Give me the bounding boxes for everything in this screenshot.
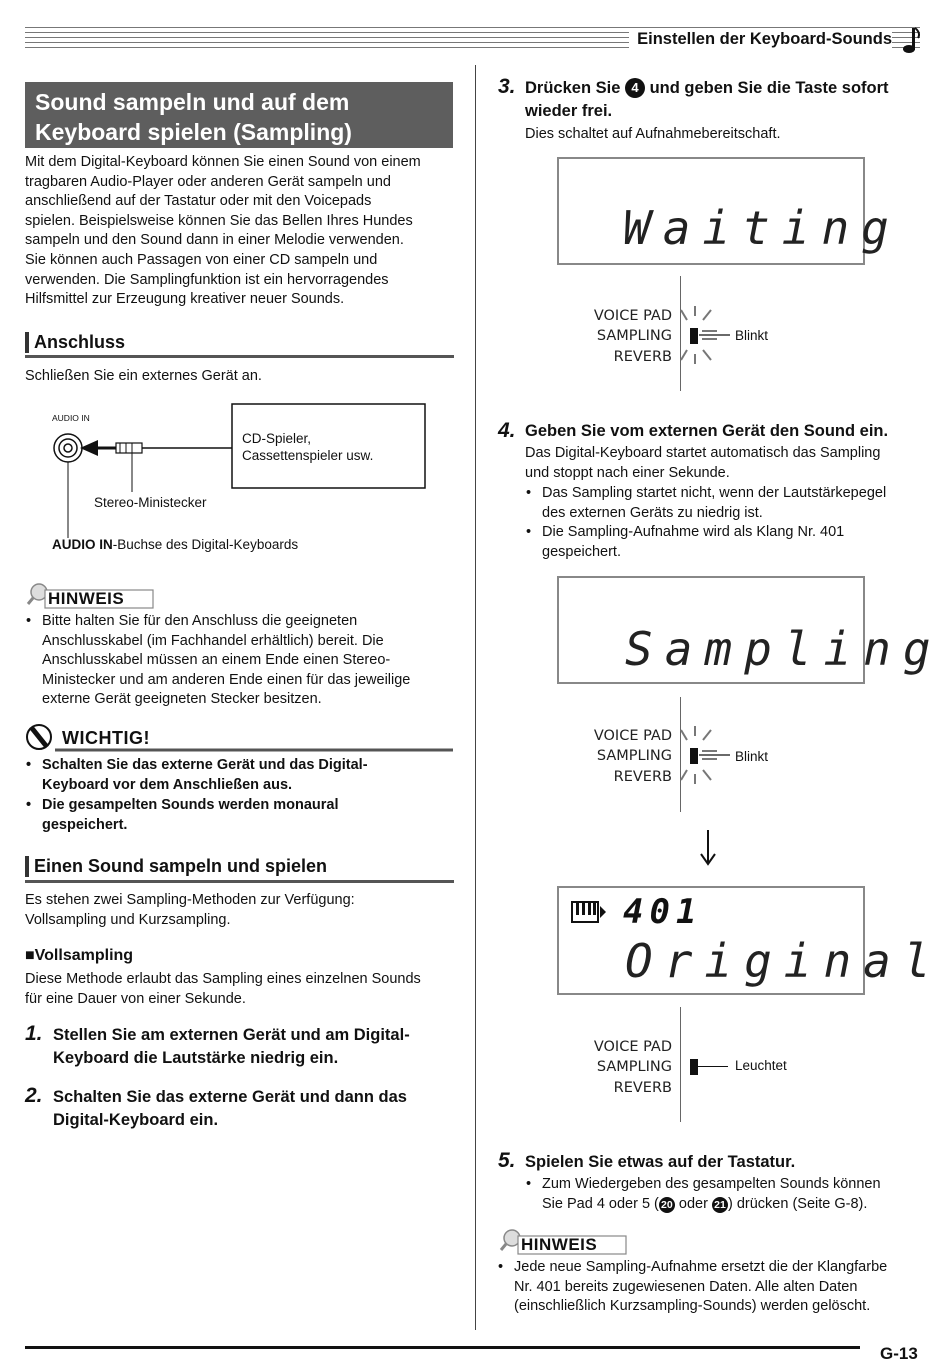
- bullet-line: Zum Wiedergeben des gesampelten Sounds können: [542, 1176, 881, 1192]
- anschluss-heading: Anschluss: [25, 332, 125, 353]
- jack-caption: [52, 537, 298, 552]
- intro-line: Sie können auch Passagen von einer CD sampeln und: [25, 251, 378, 268]
- text-line: und stoppt nach einer Sekunde.: [525, 464, 730, 481]
- bullet-line: Bitte halten Sie für den Anschluss die geeigneten: [42, 613, 358, 629]
- footer-rule: [25, 1346, 860, 1349]
- step-2-number: 2.: [25, 1084, 43, 1107]
- device-label: [242, 430, 373, 464]
- lcd-display-original: [557, 886, 943, 995]
- bullet-line: des externen Geräts zu niedrig ist.: [542, 504, 763, 521]
- leuchtet-label: Leuchtet: [735, 1058, 787, 1073]
- key-21-icon: 21: [712, 1197, 728, 1213]
- panel-line: [680, 1007, 681, 1122]
- device-label-line: CD-Spieler,: [242, 431, 312, 446]
- step-4-text: Geben Sie vom externen Gerät den Sound ein.: [525, 422, 889, 440]
- hinweis-label: HINWEIS: [521, 1235, 598, 1254]
- step-line: Schalten Sie das externe Gerät und dann das: [53, 1088, 407, 1106]
- hinweis-bullet: • Bitte halten Sie für den Anschluss die geeigneten Anschlusskabel (im Fachhandel erhältlich) bereit. Die Anschlusskabel müssen an einem Ende einen Stereo- Ministecker und am anderen Ende einen für das jeweilige externe Gerät geeigneten Stecker besitzen.: [42, 612, 462, 710]
- reverb-label: REVERB: [613, 1080, 672, 1096]
- section-banner: [25, 82, 453, 148]
- bullet-part: oder: [678, 1195, 708, 1212]
- blinkt-label: Blinkt: [735, 749, 769, 764]
- step-1-text: [53, 1024, 410, 1070]
- step-3-text: [525, 77, 925, 123]
- voice-pad-label: VOICE PAD: [593, 1039, 672, 1055]
- bullet-line: Die gesampelten Sounds werden monaural: [42, 797, 339, 813]
- bullet-line: Das Sampling startet nicht, wenn der Lautstärkepegel: [542, 485, 887, 501]
- wichtig-bullet-1: • Schalten Sie das externe Gerät und das Digital- Keyboard vor dem Anschließen aus.: [42, 756, 462, 795]
- vollsampling-heading: [25, 947, 133, 965]
- arrow-down-icon: [698, 828, 718, 868]
- bullet-line: (einschließlich Kurzsampling-Sounds) werden gelöscht.: [514, 1298, 871, 1315]
- step-4-bullet-2: • Die Sampling-Aufnahme wird als Klang Nr. 401 gespeichert.: [542, 523, 922, 562]
- voice-pad-label: VOICE PAD: [593, 308, 672, 324]
- bullet-part: ) drücken (Seite G-8).: [727, 1195, 868, 1212]
- step-3-part: und geben Sie die Taste sofort: [649, 79, 889, 97]
- bullet-line: gespeichert.: [542, 543, 621, 560]
- vollsampling-title: Vollsampling: [34, 947, 134, 964]
- bullet-line: Nr. 401 bereits zugewiesenen Daten. Alle alten Daten: [514, 1278, 858, 1295]
- reverb-label: REVERB: [613, 769, 672, 785]
- square-bullet-icon: ■: [25, 947, 35, 964]
- text-line: Es stehen zwei Sampling-Methoden zur Verfügung:: [25, 892, 355, 908]
- device-label-line: Cassettenspieler usw.: [242, 448, 374, 463]
- reverb-label: REVERB: [613, 349, 672, 365]
- bullet-line: gespeichert.: [42, 816, 128, 833]
- lcd-text: Waiting: [623, 201, 901, 255]
- lcd-text: Sampling: [625, 622, 943, 676]
- intro-line: tragbaren Audio-Player oder anderen Gerät sampeln und: [25, 173, 391, 190]
- bullet-line: Die Sampling-Aufnahme wird als Klang Nr. 401: [542, 524, 845, 540]
- heading-rule: [25, 355, 454, 358]
- step-line: Keyboard die Lautstärke niedrig ein.: [53, 1049, 339, 1067]
- music-note-icon: [898, 26, 920, 54]
- lcd-display-waiting: [557, 157, 901, 265]
- step-4-description: [525, 444, 880, 483]
- keyboard-icon: [571, 900, 607, 924]
- step-1-number: 1.: [25, 1022, 43, 1045]
- bullet-part: Sie Pad 4 oder 5 (: [542, 1195, 659, 1212]
- intro-line: Hilfsmittel zur Erzeugung kreativer neuer Sounds.: [25, 291, 345, 308]
- sampling-label: SAMPLING: [596, 748, 672, 764]
- lcd-tone-number: 401: [623, 892, 703, 932]
- step-3-part: wieder frei.: [525, 102, 613, 120]
- jack-caption-bold: AUDIO IN: [52, 537, 113, 552]
- bullet-line: Keyboard vor dem Anschließen aus.: [42, 776, 293, 793]
- page-number: G-13: [880, 1344, 918, 1363]
- step-3-number: 3.: [498, 75, 516, 98]
- bullet-line: Ministecker und am anderen Ende einen für das jeweilige: [42, 671, 411, 688]
- text-line: Das Digital-Keyboard startet automatisch das Sampling: [525, 445, 881, 461]
- bullet-line: externe Gerät geeigneten Stecker besitzen.: [42, 691, 322, 708]
- column-divider: [475, 65, 476, 1330]
- blink-rays-icon: [675, 720, 735, 790]
- intro-paragraph: [25, 153, 465, 310]
- section-title-line1: Sound sampeln und auf dem: [35, 89, 350, 115]
- blink-rays-icon: [675, 300, 735, 370]
- leader-line: [698, 1066, 728, 1067]
- lcd-text: Original: [625, 934, 943, 988]
- step-5-number: 5.: [498, 1149, 516, 1172]
- jack-caption-rest: -Buchse des Digital-Keyboards: [112, 537, 299, 552]
- hinweis-bullet: • Jede neue Sampling-Aufnahme ersetzt die der Klangfarbe Nr. 401 bereits zugewiesenen Daten. Alle alten Daten (einschließlich Kurzsampling-Sounds) werden gelöscht.: [514, 1258, 924, 1317]
- step-3-subtext: Dies schaltet auf Aufnahmebereitschaft.: [525, 126, 781, 142]
- einen-sound-text: [25, 891, 355, 930]
- audio-in-label: AUDIO IN: [52, 413, 90, 423]
- wichtig-bullet-2: • Die gesampelten Sounds werden monaural gespeichert.: [42, 796, 462, 835]
- anschluss-text: Schließen Sie ein externes Gerät an.: [25, 368, 262, 384]
- step-4-bullet-1: • Das Sampling startet nicht, wenn der Lautstärkepegel des externen Geräts zu niedrig ist.: [542, 484, 922, 523]
- connection-diagram: [40, 400, 440, 560]
- header-title: Einstellen der Keyboard-Sounds: [629, 30, 892, 49]
- step-3-part: Drücken Sie: [525, 79, 621, 97]
- intro-line: Mit dem Digital-Keyboard können Sie einen Sound von einem: [25, 154, 421, 170]
- step-2-text: [53, 1086, 407, 1132]
- step-5-bullet: • Zum Wiedergeben des gesampelten Sounds können Sie Pad 4 oder 5 ( 20 oder 21 ) drücken (Seite G-8).: [542, 1175, 932, 1214]
- intro-line: spielen. Beispielsweise können Sie das Bellen Ihres Hundes: [25, 212, 413, 229]
- text-line: Diese Methode erlaubt das Sampling eines einzelnen Sounds: [25, 971, 421, 987]
- wichtig-label: WICHTIG!: [62, 728, 150, 748]
- intro-line: sampeln und den Sound dann in einer Melodie verwenden.: [25, 232, 404, 249]
- einen-sound-heading: Einen Sound sampeln und spielen: [25, 856, 327, 877]
- key-4-icon: 4: [625, 78, 645, 98]
- intro-line: anschließend auf der Tastatur oder mit den Voicepads: [25, 193, 372, 210]
- heading-rule: [25, 880, 454, 883]
- sampling-label: SAMPLING: [596, 1059, 672, 1075]
- key-20-icon: 20: [659, 1197, 675, 1213]
- intro-line: verwenden. Die Samplingfunktion ist ein hervorragendes: [25, 271, 389, 288]
- step-line: Stellen Sie am externen Gerät und am Digital-: [53, 1026, 410, 1044]
- text-line: für eine Dauer von einer Sekunde.: [25, 990, 246, 1007]
- lcd-display-sampling: [557, 576, 943, 684]
- blinkt-label: Blinkt: [735, 328, 769, 343]
- sampling-label: SAMPLING: [596, 328, 672, 344]
- text-line: Vollsampling und Kurzsampling.: [25, 911, 231, 928]
- bullet-line: Schalten Sie das externe Gerät und das Digital-: [42, 757, 368, 773]
- step-5-text: Spielen Sie etwas auf der Tastatur.: [525, 1153, 796, 1171]
- step-line: Digital-Keyboard ein.: [53, 1111, 219, 1129]
- sampling-led: [690, 1059, 698, 1075]
- bullet-line: Jede neue Sampling-Aufnahme ersetzt die der Klangfarbe: [514, 1259, 888, 1275]
- voice-pad-label: VOICE PAD: [593, 728, 672, 744]
- plug-label: Stereo-Ministecker: [94, 495, 207, 510]
- vollsampling-text: [25, 970, 421, 1009]
- step-4-number: 4.: [498, 419, 516, 442]
- section-title-line2: Keyboard spielen (Sampling): [35, 119, 352, 145]
- hinweis-label: HINWEIS: [48, 589, 125, 608]
- bullet-line: Anschlusskabel (im Fachhandel erhältlich) bereit. Die: [42, 632, 384, 649]
- bullet-line: Anschlusskabel müssen an einem Ende einen Stereo-: [42, 652, 391, 669]
